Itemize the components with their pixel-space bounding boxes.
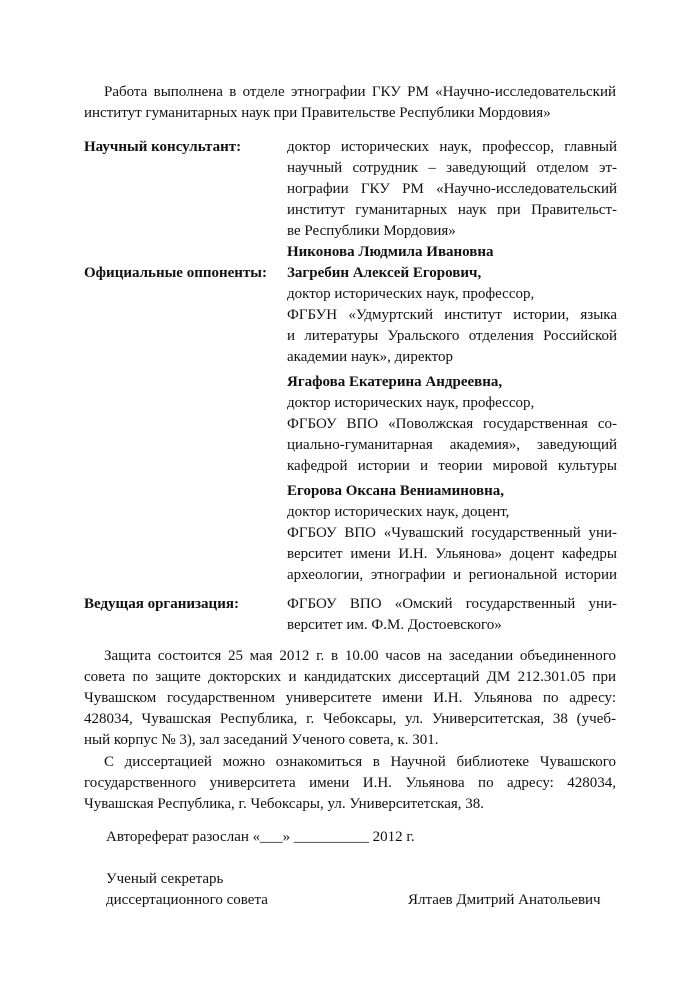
opponent-line: циально-гуманитарная академия», заведующий (287, 437, 617, 453)
intro-paragraph (84, 82, 616, 124)
intro-line: Работа выполнена в отделе этнографии ГКУ РМ «Научно-исследовательский (104, 84, 616, 100)
opponent-entry (287, 263, 617, 368)
secretary-name: Ялтаев Дмитрий Анатольевич (408, 892, 601, 908)
opponent-line: ФГБОУ ВПО «Поволжская государственная со- (287, 416, 617, 432)
library-line: государственного университета имени И.Н. Ульянова по адресу: 428034, (84, 775, 616, 791)
library-line: С диссертацией можно ознакомиться в Научной библиотеке Чувашского (104, 754, 616, 770)
opponent-name: Егорова Оксана Вениаминовна, (287, 483, 505, 499)
opponent-line: доктор исторических наук, профессор, (287, 286, 535, 302)
defense-line: Защита состоится 25 мая 2012 г. в 10.00 часов на заседании объединенного (104, 648, 616, 664)
opponents-label: Официальные оппоненты: (84, 265, 268, 281)
library-paragraph (84, 752, 616, 815)
opponent-line: ФГБУН «Удмуртский институт истории, языка (287, 307, 617, 323)
opponent-line: ФГБОУ ВПО «Чувашский государственный уни- (287, 525, 617, 541)
consultant-label: Научный консультант: (84, 139, 242, 155)
defense-paragraph (84, 646, 616, 751)
consultant-line: доктор исторических наук, профессор, главный (287, 139, 617, 155)
consultant-line: институт гуманитарных наук при Правительст- (287, 202, 617, 218)
opponent-entry (287, 481, 617, 586)
opponent-line: и литературы Уральского отделения Российской (287, 328, 617, 344)
secretary-label (106, 869, 268, 911)
intro-line: институт гуманитарных наук при Правительстве Республики Мордовия» (84, 105, 551, 121)
opponent-line: доктор исторических наук, профессор, (287, 395, 535, 411)
opponent-entry (287, 372, 617, 477)
opponent-name: Ягафова Екатерина Андреевна, (287, 374, 503, 390)
opponent-line: академии наук», директор (287, 349, 453, 365)
leading-org-label: Ведущая организация: (84, 596, 239, 612)
consultant-details (287, 137, 617, 263)
consultant-line: ве Республики Мордовия» (287, 223, 456, 239)
consultant-name: Никонова Людмила Ивановна (287, 244, 494, 260)
opponent-line: верситет имени И.Н. Ульянова» доцент кафедры (287, 546, 617, 562)
opponent-line: доктор исторических наук, доцент, (287, 504, 510, 520)
defense-line: 428034, Чувашская Республика, г. Чебоксары, ул. Университетская, 38 (учеб- (84, 711, 616, 727)
library-line: Чувашская Республика, г. Чебоксары, ул. Университетская, 38. (84, 796, 485, 812)
consultant-line: нографии ГКУ РМ «Научно-исследовательский (287, 181, 617, 197)
leading-org-details (287, 594, 617, 636)
opponent-line: археологии, этнографии и региональной истории (287, 567, 617, 583)
leading-org-line: верситет им. Ф.М. Достоевского» (287, 617, 502, 633)
opponent-name: Загребин Алексей Егорович, (287, 265, 482, 281)
opponent-line: кафедрой истории и теории мировой культуры (287, 458, 617, 474)
secretary-label-line: диссертационного совета (106, 892, 268, 908)
dispatch-line: Автореферат разослан «___» __________ 2012 г. (106, 829, 415, 845)
secretary-label-line: Ученый секретарь (106, 871, 224, 887)
defense-line: Чувашском государственном университете имени И.Н. Ульянова по адресу: (84, 690, 616, 706)
defense-line: ный корпус № 3), зал заседаний Ученого совета, к. 301. (84, 732, 439, 748)
consultant-line: научный сотрудник – заведующий отделом эт- (287, 160, 617, 176)
defense-line: совета по защите докторских и кандидатских диссертаций ДМ 212.301.05 при (84, 669, 616, 685)
leading-org-line: ФГБОУ ВПО «Омский государственный уни- (287, 596, 617, 612)
